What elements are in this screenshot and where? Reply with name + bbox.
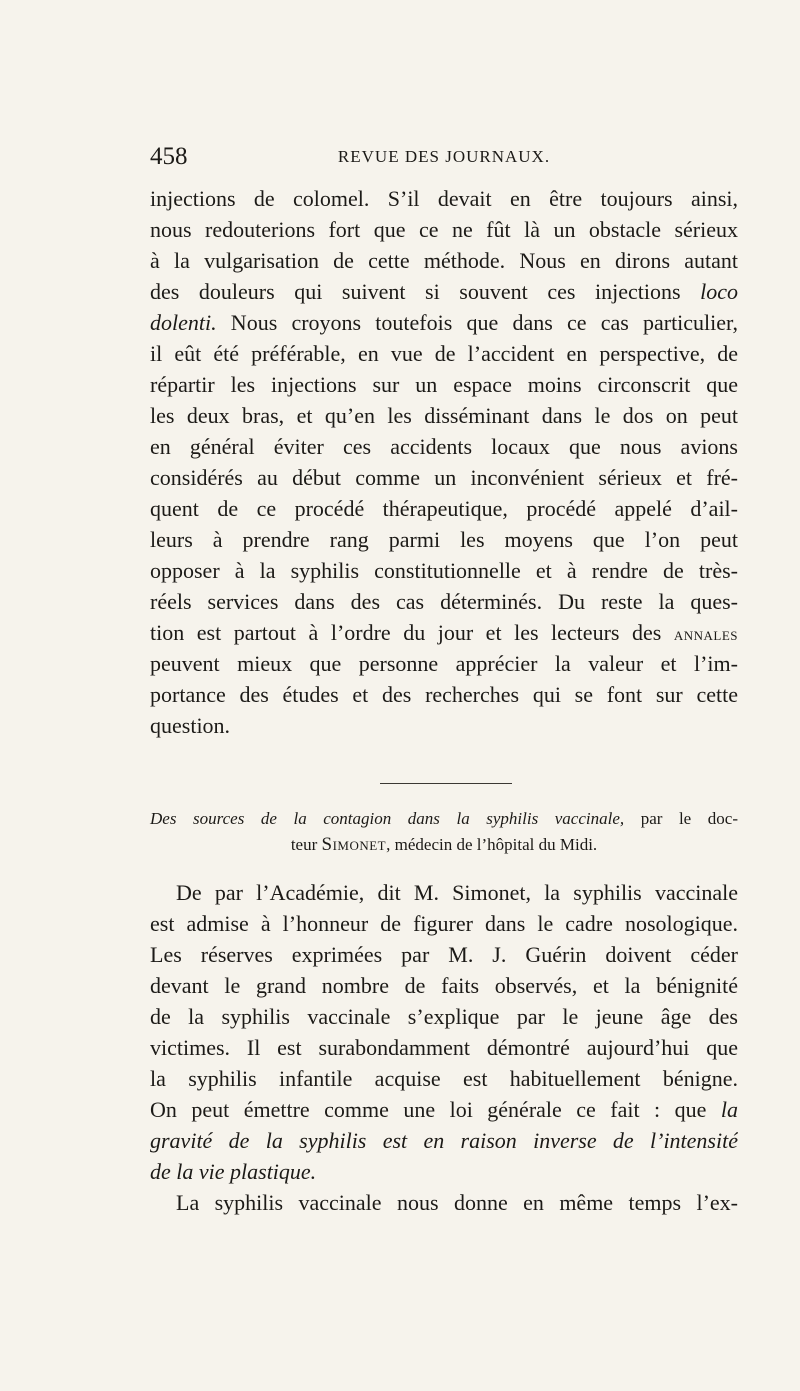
text-line	[150, 555, 738, 586]
text-run: Les réserves exprimées par M. J. Guérin doivent céder	[150, 942, 738, 967]
text-run: On peut émettre comme une loi générale ce fait : que	[150, 1097, 721, 1122]
text-run: considérés au début comme un inconvénient sérieux et fré-	[150, 465, 738, 490]
text-run: la syphilis infantile acquise est habituellement bénigne.	[150, 1066, 738, 1091]
running-head: REVUE DES JOURNAUX.	[337, 147, 551, 166]
text-line	[150, 462, 738, 493]
article-title-byline-prefix: teur	[290, 835, 322, 854]
text-run: nous redouterions fort que ce ne fût là un obstacle sérieux	[150, 217, 738, 242]
text-line	[150, 617, 738, 648]
text-run: victimes. Il est surabondamment démontré aujourd’hui que	[150, 1035, 738, 1060]
article-title-line-2	[150, 832, 738, 858]
text-line	[150, 939, 738, 970]
article-title-italic: Des sources de la contagion dans la syphilis vaccinale,	[150, 809, 625, 828]
text-run: tion est partout à l’ordre du jour et les lecteurs des	[150, 620, 674, 645]
text-run: quent de ce procédé thérapeutique, procédé appelé d’ail-	[150, 496, 738, 521]
text-run: peuvent mieux que personne apprécier la valeur et l’im-	[150, 651, 738, 676]
italic-run: gravité de la syphilis est en raison inverse de l’intensité	[150, 1128, 738, 1153]
text-line	[150, 400, 738, 431]
text-line	[150, 214, 738, 245]
text-line	[150, 1156, 738, 1187]
text-run: devant le grand nombre de faits observés, et la bénignité	[150, 973, 738, 998]
text-run: opposer à la syphilis constitutionnelle et à rendre de très-	[150, 558, 738, 583]
text-run: les deux bras, et qu’en les disséminant dans le dos on peut	[150, 403, 738, 428]
text-line	[150, 970, 738, 1001]
text-run: en général éviter ces accidents locaux que nous avions	[150, 434, 738, 459]
text-run: La syphilis vaccinale nous donne en même temps l’ex-	[176, 1190, 738, 1215]
article-title-byline-start: par le doc-	[624, 809, 738, 828]
article-title-line-1	[150, 806, 738, 832]
paragraph-2	[150, 877, 738, 1218]
text-line	[150, 679, 738, 710]
text-line	[150, 245, 738, 276]
italic-run: loco	[700, 279, 738, 304]
text-line	[150, 307, 738, 338]
text-run: réels services dans des cas déterminés. Du reste la ques-	[150, 589, 738, 614]
text-run: leurs à prendre rang parmi les moyens que l’on peut	[150, 527, 738, 552]
text-run: des douleurs qui suivent si souvent ces injections	[150, 279, 701, 304]
italic-run: de la vie plastique.	[150, 1159, 317, 1184]
text-line	[150, 1001, 738, 1032]
text-line	[150, 648, 738, 679]
text-line	[150, 369, 738, 400]
text-run: il eût été préférable, en vue de l’accident en perspective, de	[150, 341, 738, 366]
page-header	[150, 143, 738, 173]
italic-run: dolenti.	[150, 310, 217, 335]
italic-run: la	[720, 1097, 738, 1122]
text-line	[150, 493, 738, 524]
text-line	[150, 586, 738, 617]
text-line	[150, 1063, 738, 1094]
text-line	[150, 524, 738, 555]
text-line	[150, 1125, 738, 1156]
text-line	[150, 1032, 738, 1063]
text-line	[150, 183, 738, 214]
article-author: Simonet	[321, 834, 387, 855]
text-line	[150, 1187, 738, 1218]
text-run: à la vulgarisation de cette méthode. Nous en dirons autant	[150, 248, 738, 273]
text-run: question.	[150, 713, 231, 738]
text-run: portance des études et des recherches qui se font sur cette	[150, 682, 738, 707]
paragraph-1	[150, 183, 738, 741]
article-title-affiliation: , médecin de l’hôpital du Midi.	[386, 835, 598, 854]
text-run: de la syphilis vaccinale s’explique par le jeune âge des	[150, 1004, 738, 1029]
text-line	[150, 908, 738, 939]
text-run: Nous croyons toutefois que dans ce cas particulier,	[216, 310, 738, 335]
article-title	[150, 806, 738, 858]
page-number: 458	[150, 143, 188, 170]
text-line	[150, 431, 738, 462]
small-caps-run: annales	[673, 624, 738, 645]
text-line	[150, 276, 738, 307]
text-run: De par l’Académie, dit M. Simonet, la syphilis vaccinale	[176, 880, 738, 905]
section-divider	[380, 783, 512, 784]
text-line	[150, 338, 738, 369]
text-line	[150, 1094, 738, 1125]
text-run: répartir les injections sur un espace moins circonscrit que	[150, 372, 738, 397]
text-line	[150, 710, 738, 741]
text-line	[150, 877, 738, 908]
text-run: est admise à l’honneur de figurer dans le cadre nosologique.	[150, 911, 738, 936]
text-run: injections de colomel. S’il devait en être toujours ainsi,	[150, 186, 738, 211]
